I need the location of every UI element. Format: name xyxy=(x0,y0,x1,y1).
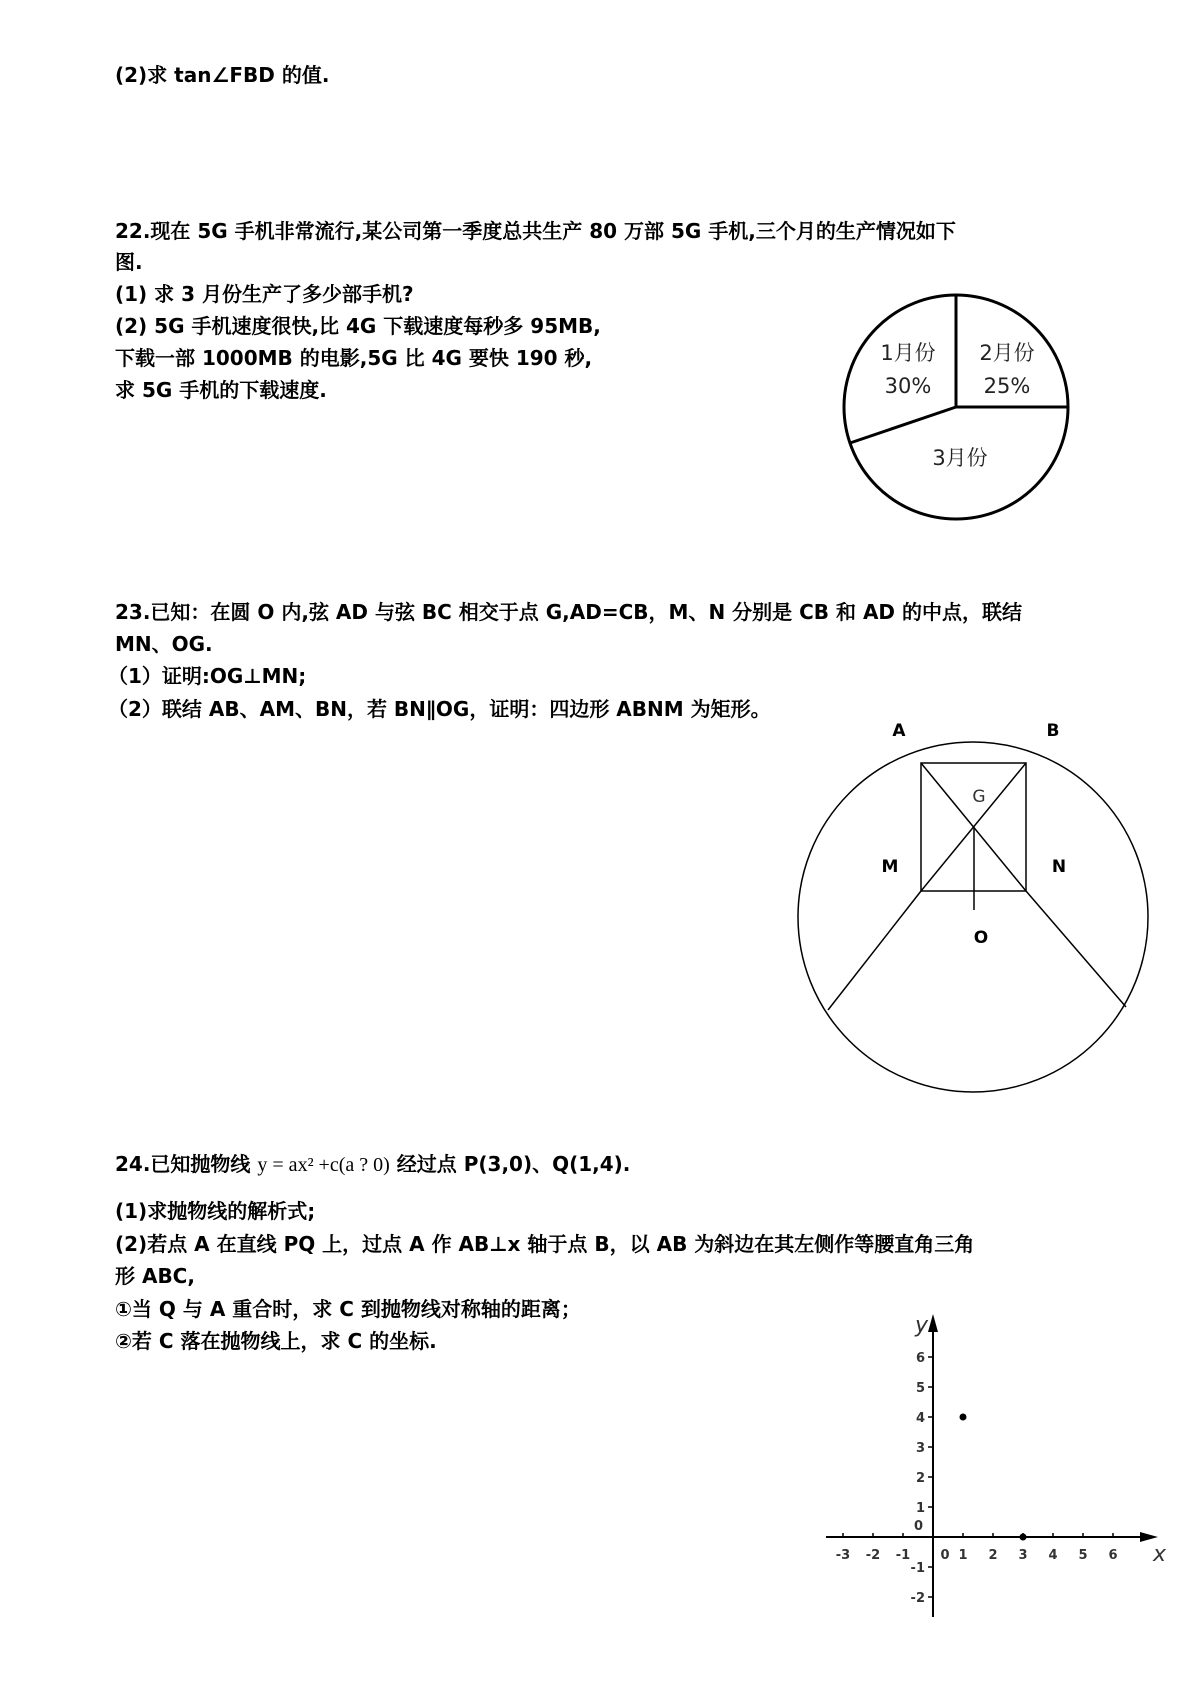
y-axis-label: y xyxy=(915,1313,929,1338)
x-tick-label: 4 xyxy=(1048,1548,1058,1563)
x-tick-label: -3 xyxy=(835,1548,851,1563)
coordinate-plane xyxy=(826,1313,1167,1617)
x-axis-label: x xyxy=(1153,1542,1167,1567)
y-tick-label: 1 xyxy=(915,1501,925,1516)
y-tick-label: 2 xyxy=(915,1471,925,1486)
label-b: B xyxy=(1046,721,1060,741)
pie-value-feb: 25% xyxy=(983,374,1031,398)
pie-chart xyxy=(844,295,1068,519)
x-tick-label: 6 xyxy=(1108,1548,1118,1563)
q22-part2c: 求 5G 手机的下载速度. xyxy=(115,378,327,402)
pie-label-jan: 1月份 xyxy=(880,341,936,365)
y-tick-label: 0 xyxy=(913,1519,923,1534)
q24-sub1: ①当 Q 与 A 重合时，求 C 到抛物线对称轴的距离； xyxy=(115,1297,581,1321)
pie-divider-3 xyxy=(850,407,956,443)
x-tick-label: -1 xyxy=(895,1548,911,1563)
pie-label-feb: 2月份 xyxy=(979,341,1035,365)
q23-line1: 23.已知：在圆 O 内,弦 AD 与弦 BC 相交于点 G,AD=CB，M、N 分别是 CB 和 AD 的中点，联结 xyxy=(115,600,1023,624)
q21-part2: (2)求 tan∠FBD 的值. xyxy=(115,63,330,87)
chord-c-ext xyxy=(828,891,921,1010)
q24-prefix: 24.已知抛物线 xyxy=(115,1152,251,1176)
q24-part1: (1)求抛物线的解析式; xyxy=(115,1199,316,1223)
y-tick-label: 4 xyxy=(915,1411,925,1426)
x-axis-arrow xyxy=(1140,1532,1158,1542)
q24-part2b: 形 ABC, xyxy=(115,1264,195,1288)
y-axis-arrow xyxy=(928,1314,938,1332)
x-tick-label: 2 xyxy=(988,1548,998,1563)
q23-part1: （1）证明:OG⊥MN; xyxy=(108,664,307,688)
x-tick-label: -2 xyxy=(865,1548,881,1563)
label-m: M xyxy=(881,857,899,877)
q23-part2: （2）联结 AB、AM、BN，若 BN∥OG，证明：四边形 ABNM 为矩形。 xyxy=(108,697,771,721)
q22-part2b: 下载一部 1000MB 的电影,5G 比 4G 要快 190 秒, xyxy=(115,346,593,370)
y-tick-label: 6 xyxy=(915,1351,925,1366)
q23-line2: MN、OG. xyxy=(115,632,213,656)
point xyxy=(1020,1534,1027,1541)
q22-part2a: (2) 5G 手机速度很快,比 4G 下载速度每秒多 95MB, xyxy=(115,314,601,338)
y-tick-label: 5 xyxy=(915,1381,925,1396)
q22-line1: 22.现在 5G 手机非常流行,某公司第一季度总共生产 80 万部 5G 手机,三个月的生产情况如下 xyxy=(115,219,956,243)
q24-formula: y = ax² +c(a ? 0) xyxy=(257,1154,390,1176)
label-o: O xyxy=(973,928,989,948)
q22-part1: (1) 求 3 月份生产了多少部手机? xyxy=(115,282,414,306)
pie-label-mar: 3月份 xyxy=(932,446,988,470)
q22-line2: 图. xyxy=(115,250,143,274)
x-tick-label: 5 xyxy=(1078,1548,1088,1563)
y-tick-label: -1 xyxy=(910,1561,925,1576)
label-n: N xyxy=(1051,857,1067,877)
label-a: A xyxy=(892,721,906,741)
x-tick-label: 0 xyxy=(940,1548,950,1563)
label-g: G xyxy=(972,787,986,807)
x-tick-label: 1 xyxy=(958,1548,968,1563)
q24-sub2: ②若 C 落在抛物线上，求 C 的坐标. xyxy=(115,1329,437,1353)
chord-d-ext xyxy=(1026,891,1126,1007)
y-tick-label: 3 xyxy=(915,1441,925,1456)
point xyxy=(960,1414,967,1421)
x-tick-label: 3 xyxy=(1018,1548,1028,1563)
y-tick-label: -2 xyxy=(910,1591,925,1606)
q24-suffix: 经过点 P(3,0)、Q(1,4). xyxy=(396,1152,631,1176)
q24-part2a: (2)若点 A 在直线 PQ 上，过点 A 作 AB⊥x 轴于点 B，以 AB 为斜边在其左侧作等腰直角三角 xyxy=(115,1232,975,1256)
pie-value-jan: 30% xyxy=(884,374,932,398)
